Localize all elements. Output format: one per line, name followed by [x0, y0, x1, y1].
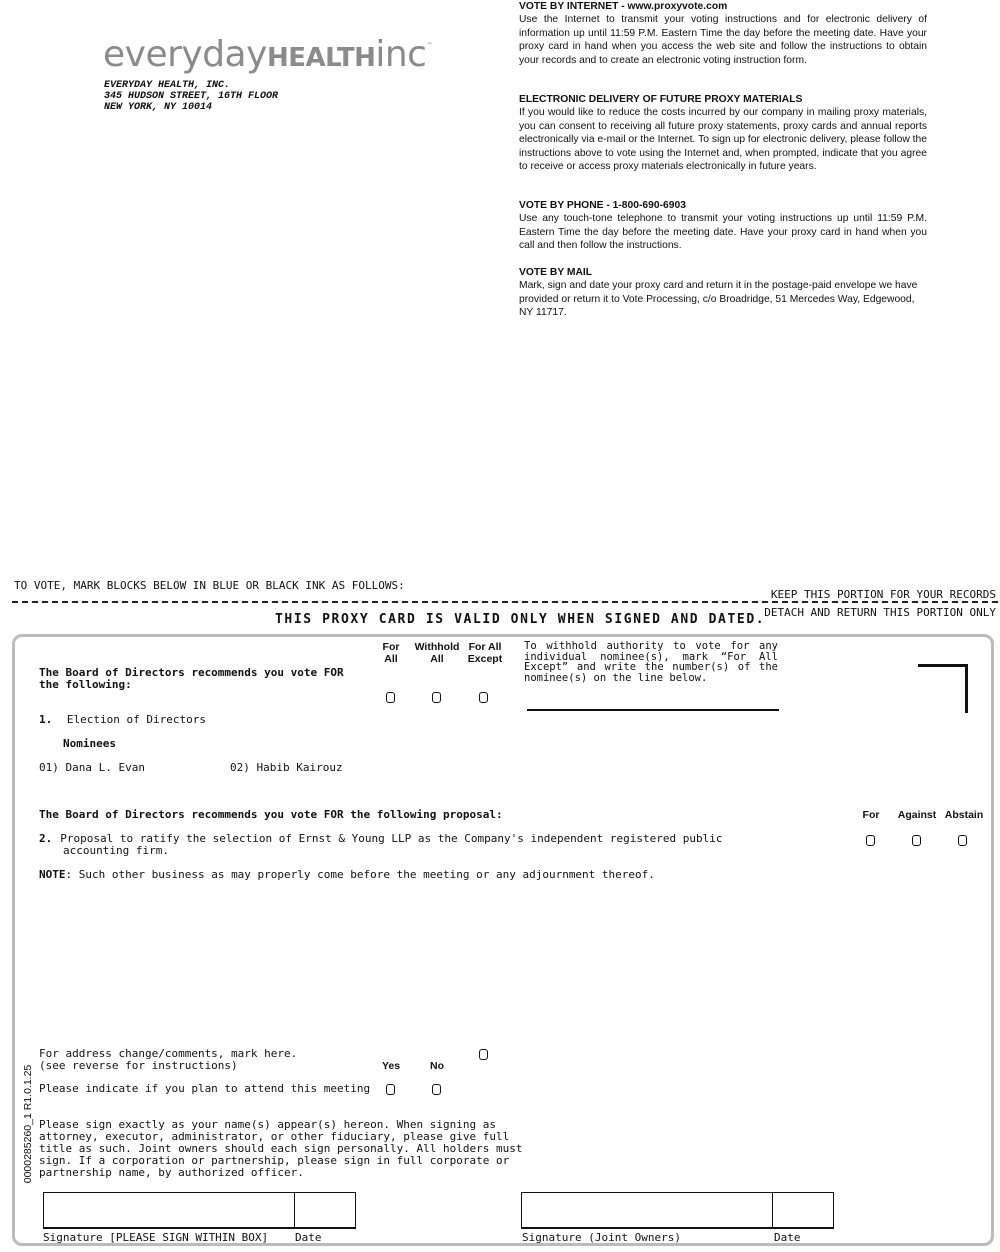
address-change-line: (see reverse for instructions) [39, 1059, 238, 1072]
vote-internet-heading: VOTE BY INTERNET - www.proxyvote.com [519, 1, 728, 12]
logo-part-health: HEALTH [266, 43, 376, 73]
item-number: 2. [39, 832, 53, 845]
address-change-label [39, 1048, 297, 1072]
signing-instruction-line: sign. If a corporation or partnership, please sign in full corporate or [39, 1154, 510, 1167]
signing-instruction-line: partnership name, by authorized officer. [39, 1166, 304, 1179]
col-header-for-all [376, 641, 406, 665]
col-header-against: Against [897, 809, 937, 821]
vote-phone-heading: VOTE BY PHONE - 1-800-690-6903 [519, 200, 686, 211]
item-2 [39, 833, 723, 857]
col-header-for-all-except [464, 641, 506, 665]
col-header-line: All [384, 653, 398, 665]
board-recommendation-2: The Board of Directors recommends you vote FOR the following proposal: [39, 808, 503, 821]
item-label: Proposal to ratify the selection of Ernst & Young LLP as the Company's independent registered public [60, 832, 723, 845]
attend-yes-checkbox[interactable] [386, 1084, 395, 1095]
withhold-line: Except” and write the number(s) of the [524, 661, 778, 673]
withhold-line: individual nominee(s), mark “For All [524, 650, 778, 663]
vote-by-phone-section [519, 199, 927, 253]
electronic-delivery-heading: ELECTRONIC DELIVERY OF FUTURE PROXY MATERIALS [519, 94, 803, 105]
signing-instruction-line: title as such. Joint owners should each sign personally. All holders must [39, 1142, 523, 1155]
logo-part-inc: inc [375, 34, 427, 75]
to-vote-instruction: TO VOTE, MARK BLOCKS BELOW IN BLUE OR BLACK INK AS FOLLOWS: [14, 579, 405, 592]
corner-registration-mark [918, 664, 968, 713]
proposal-2-for-checkbox[interactable] [866, 835, 875, 846]
address-change-line: For address change/comments, mark here. [39, 1047, 298, 1060]
company-logo [103, 34, 432, 75]
for-all-checkbox[interactable] [386, 692, 395, 703]
note-text: : Such other business as may properly come before the meeting or any adjournment thereof. [65, 868, 655, 881]
proposal-2-against-checkbox[interactable] [912, 835, 921, 846]
electronic-delivery-body: If you would like to reduce the costs incurred by our company in mailing proxy materials, you can consent to receiving all future proxy statements, proxy cards and annual reports electronically via e-mail or the Internet. To sign up for electronic delivery, please follow the instructions above to vote using the Internet and, when prompted, indicate that you agree to receive or access proxy materials electronically in future years. [519, 107, 927, 173]
col-header-abstain: Abstain [944, 809, 984, 821]
withhold-line: nominee(s) on the line below. [524, 671, 708, 684]
col-header-line: Except [467, 653, 503, 665]
col-header-line: Withhold [414, 641, 460, 653]
company-address [104, 80, 278, 113]
joint-date-label: Date [774, 1231, 801, 1244]
col-header-withhold-all [412, 641, 462, 665]
validity-notice: THIS PROXY CARD IS VALID ONLY WHEN SIGNED AND DATED. [275, 612, 766, 627]
joint-signature-label: Signature (Joint Owners) [522, 1231, 681, 1244]
col-header-line: All [430, 653, 444, 665]
address-line: NEW YORK, NY 10014 [104, 102, 213, 113]
electronic-delivery-section [519, 93, 927, 173]
signature-label: Signature [PLEASE SIGN WITHIN BOX] [43, 1231, 269, 1244]
vote-phone-body: Use any touch-tone telephone to transmit your voting instructions up until 11:59 P.M. Eastern Time the day before the meeting date. Have your proxy card in hand when you call and then follow the instructions. [519, 213, 927, 252]
withhold-line: To withhold authority to vote for any [524, 640, 778, 652]
board-recommendation-1 [39, 667, 344, 691]
signing-instructions [39, 1119, 522, 1179]
attend-no-checkbox[interactable] [432, 1084, 441, 1095]
note-label: NOTE [39, 868, 66, 881]
joint-signature-box[interactable] [521, 1192, 773, 1229]
item-label: accounting firm. [63, 844, 169, 857]
signature-date-box[interactable] [294, 1192, 356, 1229]
nominees-heading: Nominees [63, 737, 116, 750]
col-header-line: For [382, 641, 400, 653]
item-1 [39, 714, 206, 726]
keep-portion-label: KEEP THIS PORTION FOR YOUR RECORDS [770, 588, 996, 601]
detach-portion-label: DETACH AND RETURN THIS PORTION ONLY [764, 606, 996, 619]
recommendation-line: The Board of Directors recommends you vote FOR [39, 666, 344, 679]
col-header-for: For [862, 809, 880, 821]
attend-meeting-label: Please indicate if you plan to attend this meeting [39, 1082, 371, 1095]
detach-line [12, 601, 998, 603]
col-header-yes: Yes [381, 1060, 401, 1072]
address-line: EVERYDAY HEALTH, INC. [104, 80, 231, 91]
for-all-except-checkbox[interactable] [479, 692, 488, 703]
joint-signature-date-box[interactable] [772, 1192, 834, 1229]
col-header-line: For All [468, 641, 502, 653]
recommendation-line: the following: [39, 678, 132, 691]
date-label: Date [295, 1231, 322, 1244]
vote-mail-body: Mark, sign and date your proxy card and return it in the postage-paid envelope we have provided or return it to Vote Processing, c/o Broadridge, 51 Mercedes Way, Edgewood, NY 11717. [519, 280, 918, 319]
vote-by-internet-section [519, 0, 927, 67]
side-code: 0000285260_1 R1.0.1.25 [22, 1064, 34, 1184]
withhold-all-checkbox[interactable] [432, 692, 441, 703]
signing-instruction-line: attorney, executor, administrator, or other fiduciary, please give full [39, 1130, 510, 1143]
logo-part-everyday: everyday [103, 34, 267, 75]
item-number: 1. [39, 713, 53, 726]
nominee-02: 02) Habib Kairouz [230, 761, 343, 774]
logo-trademark: ™ [426, 42, 432, 49]
signature-box[interactable] [43, 1192, 295, 1229]
col-header-no: No [430, 1060, 444, 1072]
vote-by-mail-section [519, 266, 927, 320]
address-line: 345 HUDSON STREET, 16TH FLOOR [104, 91, 279, 102]
proposal-2-abstain-checkbox[interactable] [958, 835, 967, 846]
note [39, 869, 655, 881]
address-change-checkbox[interactable] [479, 1049, 488, 1060]
vote-mail-heading: VOTE BY MAIL [519, 267, 593, 278]
item-label: Election of Directors [66, 713, 206, 726]
vote-internet-body: Use the Internet to transmit your voting instructions and for electronic delivery of information up until 11:59 P.M. Eastern Time the day before the meeting date. Have your proxy card in hand when you access the web site and follow the instructions to obtain your records and to create an electronic voting instruction form. [519, 14, 927, 66]
signing-instruction-line: Please sign exactly as your name(s) appear(s) hereon. When signing as [39, 1118, 496, 1131]
withhold-instructions [524, 641, 778, 683]
nominee-number-line[interactable] [527, 709, 779, 711]
nominee-01: 01) Dana L. Evan [39, 761, 145, 774]
